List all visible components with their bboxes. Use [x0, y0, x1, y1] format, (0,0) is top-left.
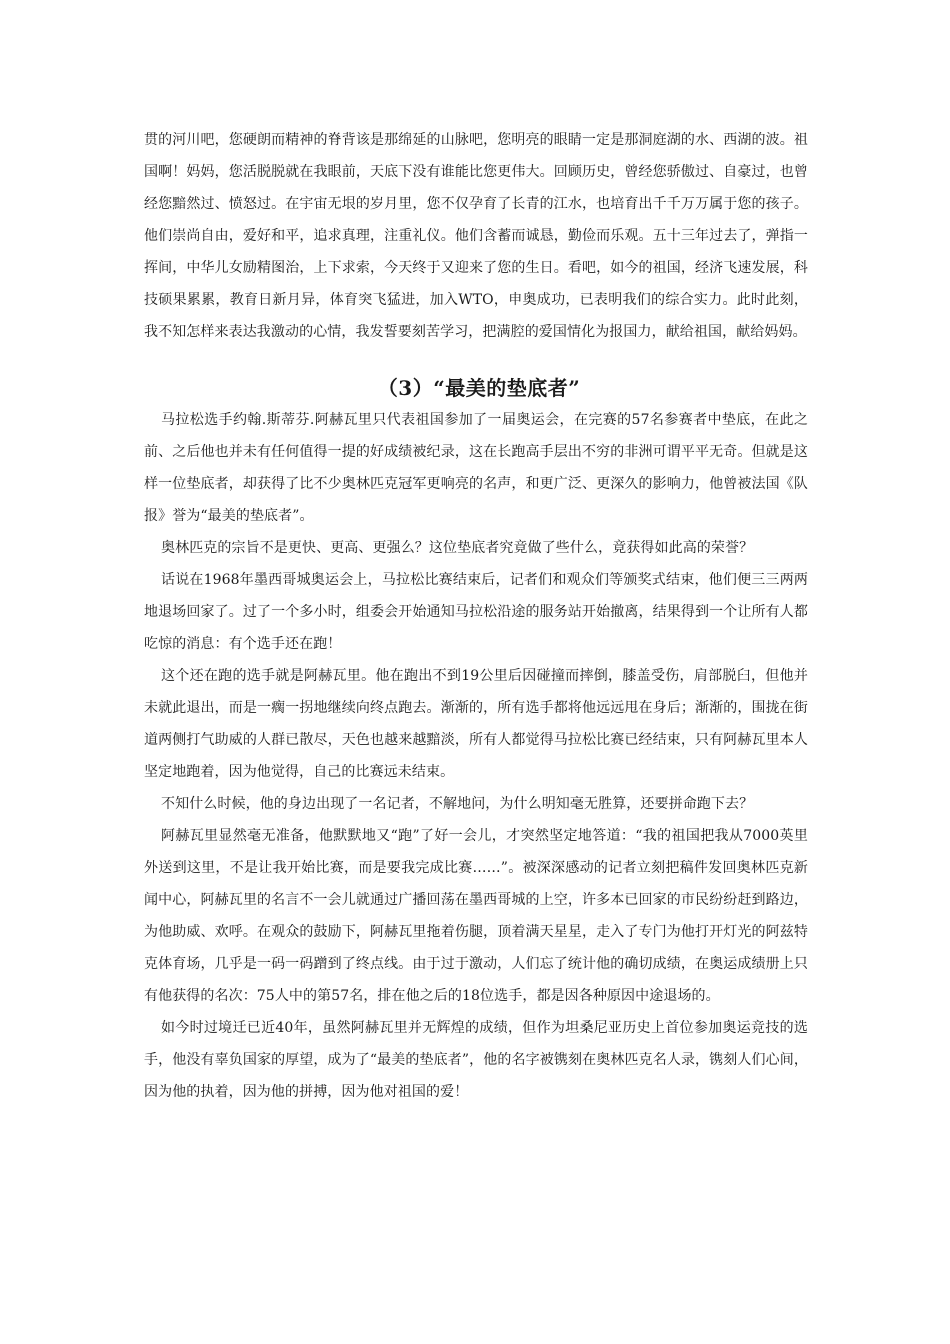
paragraph-4: 这个还在跑的选手就是阿赫瓦里。他在跑出不到19公里后因碰撞而摔倒，膝盖受伤，肩部脱臼，但他并未就此退出，而是一瘸一拐地继续向终点跑去。渐渐的，所有选手都将他远远甩在身后；渐渐的，围拢在街道两侧打气助威的人群已散尽，天色也越来越黯淡，所有人都觉得马拉松比赛已经结束，只有阿赫瓦里本人坚定地跑着，因为他觉得，自己的比赛远未结束。: [144, 668, 808, 780]
document-page: [144, 124, 808, 1108]
intro-paragraph: 贯的河川吧，您硬朗而精神的脊背该是那绵延的山脉吧，您明亮的眼睛一定是那洞庭湖的水、西湖的波。祖国啊！妈妈，您活脱脱就在我眼前，天底下没有谁能比您更伟大。回顾历史，曾经您骄傲过、自豪过，也曾经您黯然过、愤怒过。在宇宙无垠的岁月里，您不仅孕育了长青的江水，也培育出千千万万属于您的孩子。他们崇尚自由，爱好和平，追求真理，注重礼仪。他们含蓄而诚恳，勤俭而乐观。五十三年过去了，弹指一挥间，中华儿女励精图治，上下求索，今天终于又迎来了您的生日。看吧，如今的祖国，经济飞速发展，科技硕果累累，教育日新月异，体育突飞猛进，加入WTO，申奥成功，已表明我们的综合实力。此时此刻，我不知怎样来表达我激动的心情，我发誓要刻苦学习，把满腔的爱国情化为报国力，献给祖国，献给妈妈。: [144, 132, 808, 340]
paragraph-2: 奥林匹克的宗旨不是更快、更高、更强么？这位垫底者究竟做了些什么，竟获得如此高的荣誉？: [161, 540, 754, 556]
paragraph-5: 不知什么时候，他的身边出现了一名记者，不解地问，为什么明知毫无胜算，还要拼命跑下去？: [161, 796, 754, 812]
paragraph-7: 如今时过境迁已近40年，虽然阿赫瓦里并无辉煌的成绩，但作为坦桑尼亚历史上首位参加奥运竞技的选手，他没有辜负国家的厚望，成为了“最美的垫底者”，他的名字被镌刻在奥林匹克名人录，镌刻人们心间，因为他的执着，因为他的拼搏，因为他对祖国的爱！: [144, 1020, 808, 1100]
section-title: （3）“最美的垫底者”: [377, 376, 581, 400]
paragraph-1: 马拉松选手约翰.斯蒂芬.阿赫瓦里只代表祖国参加了一届奥运会，在完赛的57名参赛者中垫底，在此之前、之后他也并未有任何值得一提的好成绩被纪录，这在长跑高手层出不穷的非洲可谓平平无奇。但就是这样一位垫底者，却获得了比不少奥林匹克冠军更响亮的名声，和更广泛、更深久的影响力，他曾被法国《队报》誉为“最美的垫底者”。: [144, 412, 808, 524]
paragraph-3: 话说在1968年墨西哥城奥运会上，马拉松比赛结束后，记者们和观众们等颁奖式结束，他们便三三两两地退场回家了。过了一个多小时，组委会开始通知马拉松沿途的服务站开始撤离，结果得到一个让所有人都吃惊的消息：有个选手还在跑！: [144, 572, 808, 652]
paragraph-6: 阿赫瓦里显然毫无准备，他默默地又“跑”了好一会儿，才突然坚定地答道：“我的祖国把我从7000英里外送到这里，不是让我开始比赛，而是要我完成比赛……”。被深深感动的记者立刻把稿件发回奥林匹克新闻中心，阿赫瓦里的名言不一会儿就通过广播回荡在墨西哥城的上空，许多本已回家的市民纷纷赶到路边，为他助威、欢呼。在观众的鼓励下，阿赫瓦里拖着伤腿，顶着满天星星，走入了专门为他打开灯光的阿兹特克体育场，几乎是一码一码蹭到了终点线。由于过于激动，人们忘了统计他的确切成绩，在奥运成绩册上只有他获得的名次：75人中的第57名，排在他之后的18位选手，都是因各种原因中途退场的。: [144, 828, 808, 1004]
